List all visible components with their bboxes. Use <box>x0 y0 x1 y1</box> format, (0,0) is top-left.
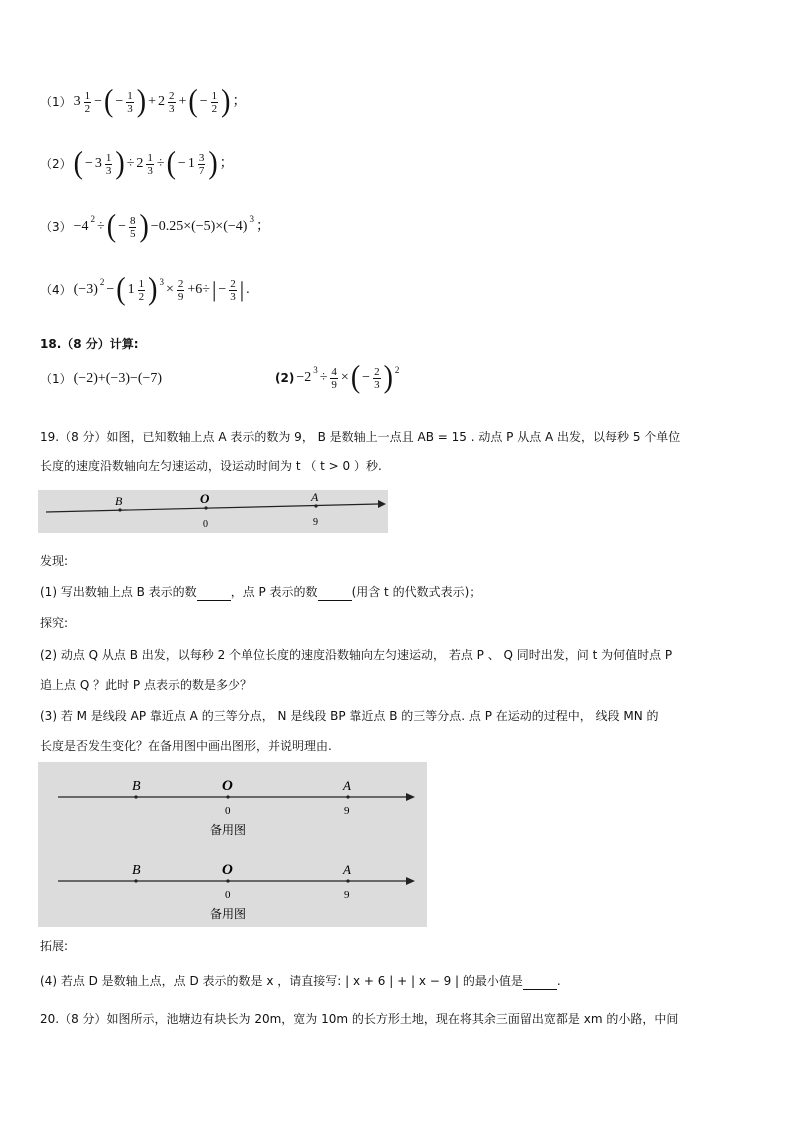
p2-frac-c: $\frac{3}{7}$ <box>198 151 205 177</box>
q18-s2-label: (2) <box>275 371 295 385</box>
answer-blank-b <box>197 588 231 601</box>
q19-find-title: 发现: <box>40 554 69 568</box>
q20-line1: 20.（8 分）如图所示，池塘边有块长为 20m，宽为 10m 的长方形土地，现在将其余三面留出宽都是 xm 的小路，中间 <box>40 1012 679 1026</box>
q19-explore-2b: 追上点 Q ？此时 P 点表示的数是多少？ <box>40 678 252 692</box>
p3-end: ； <box>255 219 270 234</box>
q19-extend-4: (4) 若点 D 是数轴上点，点 D 表示的数是 x ，请直接写: | x + 6 | + | x − 9 | 的最小值是 . <box>40 974 561 988</box>
p4-mid: +6÷ <box>187 282 210 297</box>
problem-4-label: （4） <box>40 283 72 297</box>
q19-find-1: (1) 写出数轴上点 B 表示的数 ，点 P 表示的数 (用含 t 的代数式表示)； <box>40 585 482 599</box>
problem-2: （2） ( − 3 $\frac{1}{3}$ ) ÷ 2 $\frac{1}{3}$ ÷ ( − 1 $\frac{3}{7}$ ) ； <box>40 145 234 182</box>
q18-s2-div: ÷ <box>319 370 328 385</box>
spare2-tick-0: 0 <box>225 889 231 901</box>
p4-pre-exp: 2 <box>99 277 105 287</box>
p2-frac-a: $\frac{1}{3}$ <box>105 151 112 177</box>
spare2-caption: 备用图 <box>210 907 247 921</box>
q18-s2-exp: 2 <box>394 365 400 375</box>
spare2-label-o: O <box>222 862 233 878</box>
problem-3-label: （3） <box>40 220 72 234</box>
p2-c-whole: 1 <box>187 156 195 171</box>
spare1-label-b: B <box>132 779 141 794</box>
p4-end: . <box>246 282 250 297</box>
spare1-label-o: O <box>222 778 233 794</box>
spare1-label-a: A <box>343 778 351 793</box>
p4-m-whole: 1 <box>127 282 135 297</box>
problem-2-label: （2） <box>40 157 72 171</box>
spare1-tick-9: 9 <box>344 805 350 817</box>
p2-a-whole: 3 <box>94 156 102 171</box>
p3-rest: −0.25×(−5)×(−4) <box>150 219 248 234</box>
q19-explore-3b: 长度是否发生变化？在备用图中画出图形，并说明理由. <box>40 739 332 753</box>
p1-frac-c: $\frac{2}{3}$ <box>169 89 175 115</box>
p1-end: ； <box>232 94 247 109</box>
p4-frac-a: $\frac{2}{3}$ <box>230 277 236 303</box>
p1-c-whole: 2 <box>158 94 166 109</box>
answer-blank-p <box>318 588 352 601</box>
spare2-label-a: A <box>343 862 351 877</box>
q19-extend-title: 拓展: <box>40 939 69 953</box>
axis-label-b: B <box>115 494 123 508</box>
axis-tick-9: 9 <box>313 517 318 528</box>
q18-s2-frac-g: $\frac{2}{3}$ <box>374 365 380 391</box>
q18-subproblems: （1） (−2)+(−3)−(−7) (2) −2 3 ÷ $\frac{4}{9}$ × ( − $\frac{2}{3}$ ) 2 <box>40 359 400 396</box>
p4-pre: (−3) <box>73 282 98 297</box>
spare2-label-b: B <box>132 863 141 878</box>
q18-s1-label: （1） <box>40 372 72 386</box>
problem-3: （3） −4 2 ÷ ( − $\frac{8}{5}$ ) −0.25×(−5)×(−4) 3 ； <box>40 208 270 245</box>
q19-line1: 19.（8 分）如图，已知数轴上点 A 表示的数为 9， B 是数轴上一点且 AB = 15 . 动点 P 从点 A 出发，以每秒 5 个单位 <box>40 430 681 444</box>
axis-label-a: A <box>311 490 319 504</box>
spare1-tick-0: 0 <box>225 805 231 817</box>
q18-s2-times: × <box>340 370 349 385</box>
p1-frac-a: $\frac{1}{2}$ <box>84 89 91 115</box>
p1-frac-b: $\frac{1}{3}$ <box>127 89 133 115</box>
q19-explore-title: 探究: <box>40 616 69 630</box>
p4-frac-m: $\frac{1}{2}$ <box>138 277 145 303</box>
p1-a-whole: 3 <box>73 94 81 109</box>
p2-b-whole: 2 <box>136 156 144 171</box>
spare-figure <box>38 762 427 927</box>
axis-tick-0: 0 <box>203 519 208 530</box>
spare1-caption: 备用图 <box>210 823 247 837</box>
p3-frac: $\frac{8}{5}$ <box>129 214 136 240</box>
p2-frac-b: $\frac{1}{3}$ <box>147 151 153 177</box>
q18-s2-frac-f: $\frac{4}{9}$ <box>331 365 337 391</box>
q18-s2-pre: −2 <box>296 370 312 385</box>
q19-explore-2a: (2) 动点 Q 从点 B 出发，以每秒 2 个单位长度的速度沿数轴向左匀速运动， 若点 P 、 Q 同时出发，问 t 为何值时点 P <box>40 648 673 662</box>
p4-m-exp: 3 <box>159 277 164 287</box>
answer-blank-min <box>523 977 557 990</box>
number-line-svg <box>38 490 388 533</box>
q18-header: 18.（8 分）计算: <box>40 337 139 351</box>
p4-frac-f: $\frac{2}{9}$ <box>177 277 184 303</box>
axis-label-o: O <box>200 491 210 506</box>
p3-rest-exp: 3 <box>249 214 254 224</box>
q19-explore-3a: (3) 若 M 是线段 AP 靠近点 A 的三等分点， N 是线段 BP 靠近点 B 的三等分点. 点 P 在运动的过程中， 线段 MN 的 <box>40 709 659 723</box>
q18-s2-pre-exp: 3 <box>313 365 318 375</box>
problem-1: （1） 3 $\frac{1}{2}$ − ( − $\frac{1}{3}$ ) + 2 $\frac{2}{3}$ + ( − $\frac{1}{2}$ ) ； <box>40 83 247 120</box>
number-line-figure <box>38 490 388 533</box>
problem-1-label: （1） <box>40 95 72 109</box>
problem-4: （4） (−3) 2 − ( 1 $\frac{1}{2}$ ) 3 × $\frac{2}{9}$ +6÷ | − $\frac{2}{3}$ | . <box>40 271 250 308</box>
p3-pre-exp: 2 <box>90 214 96 224</box>
spare2-tick-9: 9 <box>344 889 350 901</box>
p3-div: ÷ <box>97 219 105 234</box>
p3-pre: −4 <box>73 219 89 234</box>
p2-end: ； <box>219 156 234 171</box>
p1-frac-d: $\frac{1}{2}$ <box>211 89 218 115</box>
q19-line2: 长度的速度沿数轴向左匀速运动，设运动时间为 t （ t > 0 ）秒. <box>40 459 382 473</box>
q18-s1-expr: (−2)+(−3)−(−7) <box>73 371 163 386</box>
spare-figure-svg <box>38 762 427 927</box>
